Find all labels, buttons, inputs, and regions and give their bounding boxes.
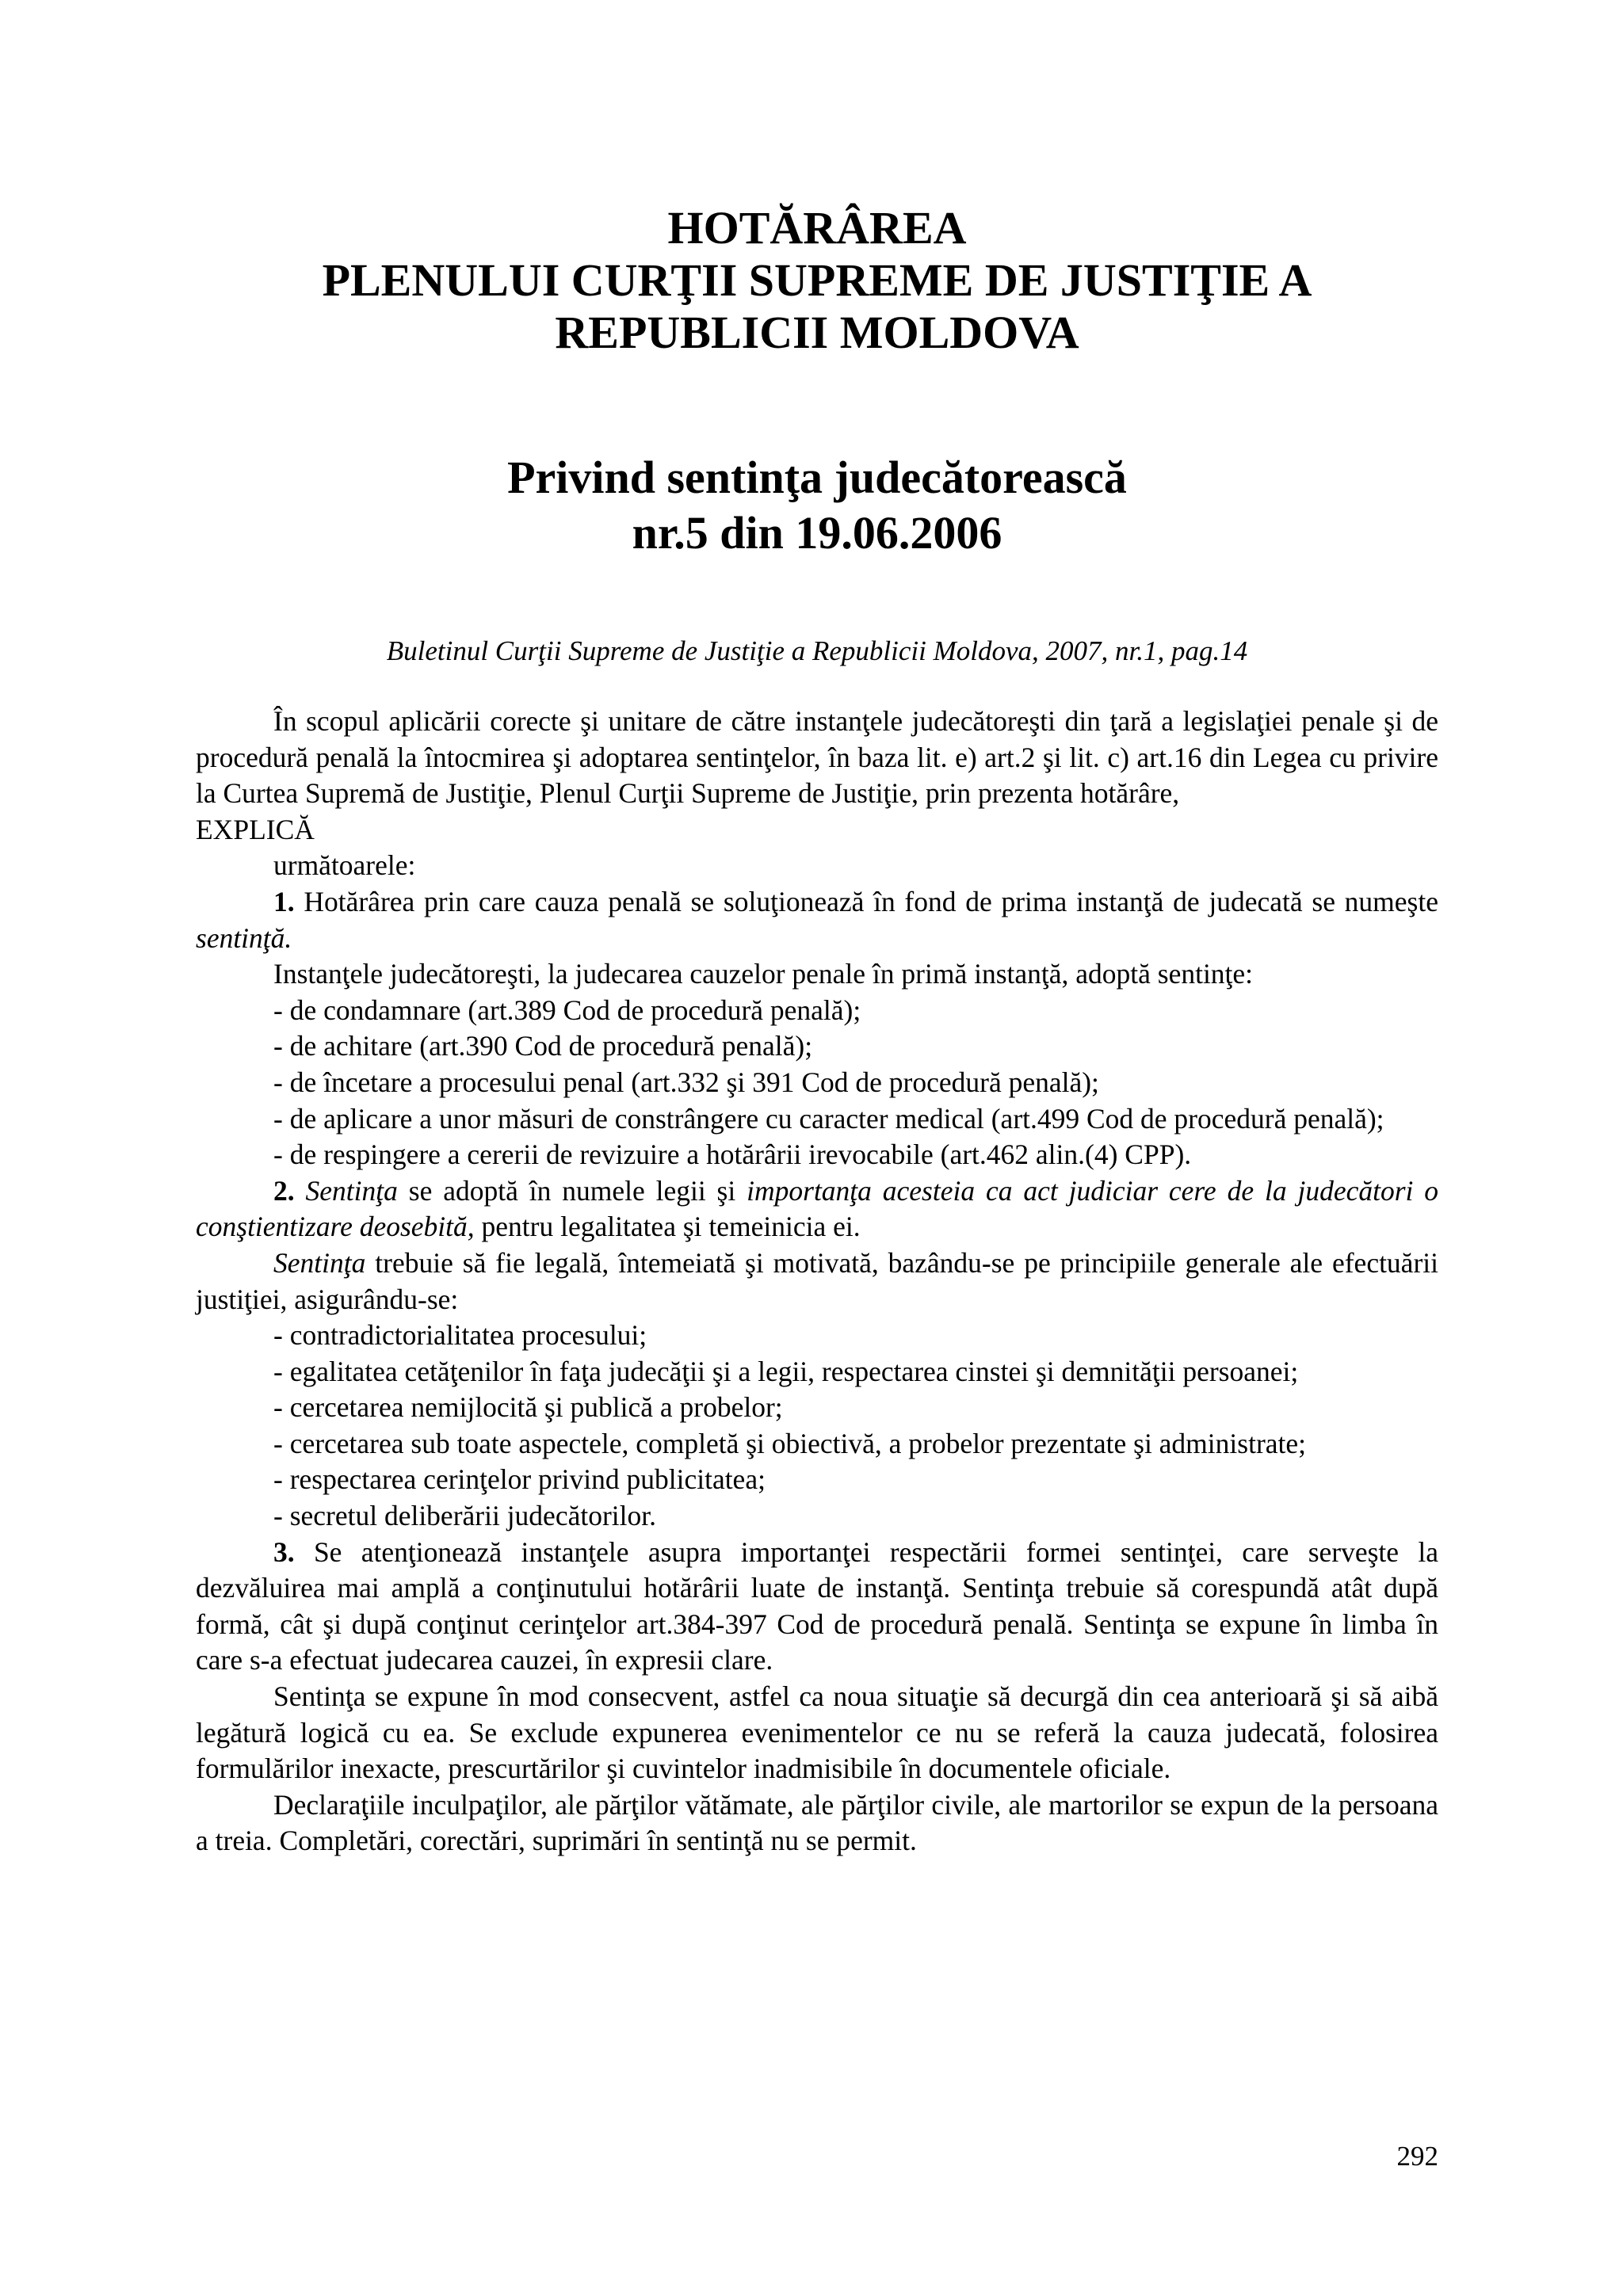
paragraph-1-number: 1. <box>273 885 295 917</box>
list-item: - de achitare (art.390 Cod de procedură penală); <box>273 1030 813 1062</box>
paragraph-1 <box>196 884 1438 956</box>
list-item: - de aplicare a unor măsuri de constrângere cu caracter medical (art.499 Cod de procedură penală); <box>273 1102 1384 1135</box>
list-item: - cercetarea sub toate aspectele, completă şi obiectivă, a probelor prezentate şi administrate; <box>273 1427 1307 1459</box>
paragraph-2 <box>196 1173 1438 1245</box>
title-line-2: PLENULUI CURŢII SUPREME DE JUSTIŢIE A <box>322 254 1312 306</box>
subtitle-line-1: Privind sentinţa judecătorească <box>507 452 1127 503</box>
title-line-1: HOTĂRÂREA <box>667 202 967 254</box>
paragraph-2-text-1: se adoptă în numele legii şi <box>397 1174 747 1207</box>
paragraph-3-number: 3. <box>273 1535 295 1568</box>
list-item: - de condamnare (art.389 Cod de procedură penală); <box>273 994 861 1026</box>
intro-paragraph: În scopul aplicării corecte şi unitare de către instanţele judecătoreşti din ţară a legislaţiei penale şi de procedură penală la întocmirea şi adoptarea sentinţelor, în baza lit. e) art.2 şi lit. c) art.16 din Legea cu privire la Curtea Supremă de Justiţie, Plenul Curţii Supreme de Justiţie, prin prezenta hotărâre, <box>196 705 1438 810</box>
page-number: 292 <box>1396 2141 1438 2172</box>
paragraph-2b-text: trebuie să fie legală, întemeiată şi motivată, bazându-se pe principiile generale ale efectuării justiţiei, asigurându-se: <box>196 1246 1438 1315</box>
document-body <box>196 704 1438 1859</box>
paragraph-3 <box>196 1535 1438 1679</box>
list-item: - secretul deliberării judecătorilor. <box>273 1500 656 1532</box>
list-item: - cercetarea nemijlocită şi publică a probelor; <box>273 1391 783 1424</box>
paragraph-1-list-intro: Instanţele judecătoreşti, la judecarea cauzelor penale în primă instanţă, adoptă sentinţe: <box>273 958 1254 990</box>
list-item: - de încetare a procesului penal (art.332 şi 391 Cod de procedură penală); <box>273 1066 1099 1098</box>
paragraph-1-text: Hotărârea prin care cauza penală se soluţionează în fond de prima instanţă de judecată se numeşte <box>294 885 1438 917</box>
paragraph-1-emphasis: sentinţă. <box>196 921 292 954</box>
source-citation: Buletinul Curţii Supreme de Justiţie a Republicii Moldova, 2007, nr.1, pag.14 <box>386 635 1248 666</box>
title-line-3: REPUBLICII MOLDOVA <box>555 307 1079 358</box>
paragraph-3c: Declaraţiile inculpaţilor, ale părţilor vătămate, ale părţilor civile, ale martorilor se expun de la persoana a treia. Completări, corectări, suprimări în sentinţă nu se permit. <box>196 1788 1438 1857</box>
paragraph-2-text-2: pentru legalitatea şi temeinicia ei. <box>474 1211 861 1243</box>
list-item: - egalitatea cetăţenilor în faţa judecăţii şi a legii, respectarea cinstei şi demnităţii persoanei; <box>273 1355 1299 1387</box>
document-title <box>196 202 1438 359</box>
paragraph-3-text: Se atenţionează instanţele asupra importanţei respectării formei sentinţei, care serveşte la dezvăluirea mai amplă a conţinutului hotărârii luate de instanţă. Sentinţa trebuie să corespundă atât după formă, cât şi după conţinut cerinţelor art.384-397 Cod de procedură penală. Sentinţa se expune în limba în care s-a efectuat judecarea cauzei, în expresii clare. <box>196 1535 1438 1676</box>
subtitle-line-2: nr.5 din 19.06.2006 <box>632 507 1002 559</box>
paragraph-3b: Sentinţa se expune în mod consecvent, astfel ca noua situaţie să decurgă din cea anterioară şi să aibă legătură logică cu ea. Se exclude expunerea evenimentelor ce nu se referă la cauza judecată, folosirea formulărilor inexacte, prescurtărilor şi cuvintelor inadmisibile în documentele oficiale. <box>196 1680 1438 1785</box>
document-subtitle <box>196 450 1438 561</box>
list-item: - respectarea cerinţelor privind publicitatea; <box>273 1463 766 1496</box>
paragraph-2b-emphasis: Sentinţa <box>273 1246 366 1279</box>
paragraph-2-emphasis-2: importanţa acesteia ca act judiciar cere de la judecători o conştientizare deosebită, <box>196 1174 1439 1243</box>
explica-heading: EXPLICĂ <box>196 813 315 845</box>
paragraph-2b <box>196 1245 1438 1318</box>
list-item: - de respingere a cererii de revizuire a hotărârii irevocabile (art.462 alin.(4) CPP). <box>273 1138 1192 1171</box>
paragraph-2-number: 2. <box>273 1174 295 1207</box>
paragraph-2-emphasis-1: Sentinţa <box>305 1174 398 1207</box>
list-item: - contradictorialitatea procesului; <box>273 1319 647 1352</box>
urmatoarele-line: următoarele: <box>273 849 416 882</box>
